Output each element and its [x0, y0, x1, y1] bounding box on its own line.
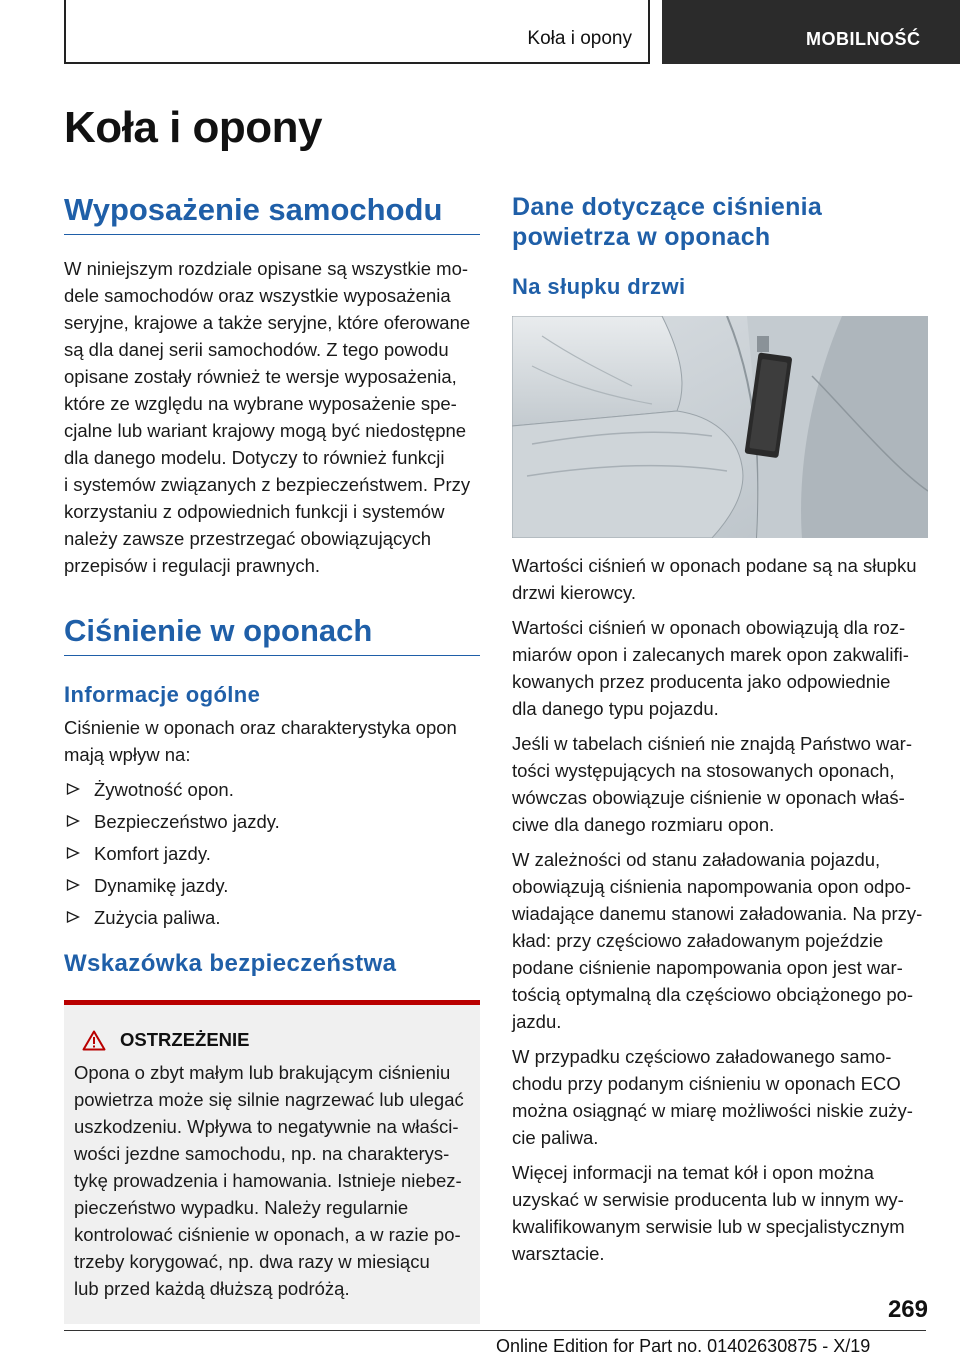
warning-header — [82, 1029, 470, 1051]
text-line: należy zawsze przestrzegać obowiązujących — [64, 528, 432, 549]
heading-tire-pressure: Ciśnienie w oponach — [64, 613, 480, 656]
list-item-label: Bezpieczeństwo jazdy. — [94, 811, 280, 832]
heading-general-info: Informacje ogólne — [64, 682, 261, 707]
list-item-label: Dynamikę jazdy. — [94, 875, 229, 896]
list-item — [64, 872, 480, 904]
text-line: miarów opon i zalecanych marek opon zakwalifi‐ — [512, 644, 909, 665]
text-line: Ciśnienie w oponach oraz charakterystyka opon — [64, 717, 457, 738]
header-divider-mid — [648, 0, 650, 64]
heading-safety-note: Wskazówka bezpieczeństwa — [64, 950, 397, 977]
text-line: wiadające danemu stanowi załadowania. Na przy‐ — [512, 903, 923, 924]
footer-divider — [64, 1330, 926, 1331]
heading-door-pillar: Na słupku drzwi — [512, 274, 686, 299]
text-line: W niniejszym rozdziale opisane są wszystkie mo‐ — [64, 258, 469, 279]
text-line: powietrza może się silnie nagrzewać lub ulegać — [74, 1089, 464, 1110]
general-paragraph — [64, 714, 480, 768]
list-item — [64, 840, 480, 872]
text-line: W zależności od stanu załadowania pojazdu, — [512, 849, 881, 870]
footer-edition: Online Edition for Part no. 01402630875 - X/19 — [496, 1336, 871, 1356]
list-item — [64, 808, 480, 840]
text-line: uszkodzeniu. Wpływa to negatywnie na właści‐ — [74, 1116, 459, 1137]
list-item-label: Komfort jazdy. — [94, 843, 211, 864]
equipment-paragraph — [64, 255, 480, 579]
door-pillar-photo — [512, 316, 928, 538]
text-line: kontrolować ciśnienie w oponach, a w razie po‐ — [74, 1224, 461, 1245]
page-title: Koła i opony — [64, 103, 322, 152]
text-line: i systemów związanych z bezpieczeństwem. Przy — [64, 474, 471, 495]
right-column — [512, 192, 928, 1267]
text-line: pieczeństwo wypadku. Należy regularnie — [74, 1197, 409, 1218]
heading-equipment: Wyposażenie samochodu — [64, 192, 480, 235]
text-line: kwalifikowanym serwisie lub w specjalistycznym — [512, 1216, 905, 1237]
heading-pressure-data — [512, 192, 928, 252]
text-line: chodu przy podanym ciśnieniu w oponach ECO — [512, 1073, 901, 1094]
text-line: cie paliwa. — [512, 1127, 599, 1148]
paragraph — [512, 730, 928, 838]
text-line: wości jezdne samochodu, np. na charakterys‐ — [74, 1143, 450, 1164]
paragraph — [512, 614, 928, 722]
text-line: Więcej informacji na temat kół i opon można — [512, 1162, 874, 1183]
text-line: jazdu. — [512, 1011, 562, 1032]
text-line: warsztacie. — [512, 1243, 605, 1264]
text-line: Opona o zbyt małym lub brakującym ciśnieniu — [74, 1062, 451, 1083]
triangle-right-outline-icon — [66, 783, 80, 795]
list-item-label: Zużycia paliwa. — [94, 907, 221, 928]
text-line: kład: przy częściowo załadowanym pojeździe — [512, 930, 884, 951]
text-line: podane ciśnienie napompowania opon jest war‐ — [512, 957, 903, 978]
text-line: dla danego typu pojazdu. — [512, 698, 719, 719]
text-line: lub przed każdą dłuższą podróżą. — [74, 1278, 350, 1299]
text-line: które ze względu na wybrane wyposażenie spe‐ — [64, 393, 457, 414]
text-line: Jeśli w tabelach ciśnień nie znajdą Państwo war‐ — [512, 733, 913, 754]
list-item — [64, 776, 480, 808]
triangle-right-outline-icon — [66, 815, 80, 827]
page-number: 269 — [887, 1296, 928, 1323]
text-line: obowiązują ciśnienia napompowania opon odpo‐ — [512, 876, 912, 897]
text-line: drzwi kierowcy. — [512, 582, 637, 603]
paragraph — [512, 846, 928, 1035]
paragraph — [512, 1159, 928, 1267]
text-line: mają wpływ na: — [64, 744, 191, 765]
triangle-right-outline-icon — [66, 847, 80, 859]
text-line: uzyskać w serwisie producenta lub w innym wy‐ — [512, 1189, 904, 1210]
triangle-right-outline-icon — [66, 879, 80, 891]
text-line: dele samochodów oraz wszystkie wyposażenia — [64, 285, 451, 306]
warning-box — [64, 1000, 480, 1324]
paragraph — [512, 1043, 928, 1151]
header-section-title: Koła i opony — [527, 28, 632, 49]
text-line: W przypadku częściowo załadowanego samo‐ — [512, 1046, 892, 1067]
paragraph — [512, 552, 928, 606]
text-line: dla danego modelu. Dotyczy to również funkcji — [64, 447, 445, 468]
text-line: przepisów i regulacji prawnych. — [64, 555, 321, 576]
text-line: opisane zostały również te wersje wyposażenia, — [64, 366, 457, 387]
header-chapter-label: MOBILNOŚĆ — [806, 29, 921, 49]
warning-triangle-icon — [82, 1030, 106, 1051]
text-line: można osiągnąć w miarę możliwości niskie zuży‐ — [512, 1100, 913, 1121]
list-item-label: Żywotność opon. — [94, 779, 234, 800]
text-line: Wartości ciśnień w oponach podane są na słupku — [512, 555, 917, 576]
text-line: Wartości ciśnień w oponach obowiązują dla roz‐ — [512, 617, 906, 638]
text-line: tykę prowadzenia i hamowania. Istnieje niebez‐ — [74, 1170, 462, 1191]
warning-title: OSTRZEŻENIE — [120, 1029, 250, 1050]
left-column — [64, 192, 480, 1324]
heading-line: powietrza w oponach — [512, 223, 771, 251]
text-line: seryjne, krajowe a także seryjne, które oferowane — [64, 312, 471, 333]
text-line: korzystaniu z odpowiednich funkcji i systemów — [64, 501, 445, 522]
triangle-right-outline-icon — [66, 911, 80, 923]
text-line: kowanych przez producenta jako odpowiednie — [512, 671, 891, 692]
heading-line: Dane dotyczące ciśnienia — [512, 193, 823, 221]
text-line: ciwe dla danego rozmiaru opon. — [512, 814, 775, 835]
text-line: są dla danej serii samochodów. Z tego powodu — [64, 339, 449, 360]
text-line: tością optymalną dla częściowo obciążonego po‐ — [512, 984, 914, 1005]
influence-list — [64, 776, 480, 936]
text-line: cjalne lub wariant krajowy mogą być niedostępne — [64, 420, 467, 441]
text-line: trzeby korygować, np. dwa razy w miesiącu — [74, 1251, 430, 1272]
text-line: tości występujących na stosowanych oponach, — [512, 760, 895, 781]
text-line: wówczas obowiązuje ciśnienie w oponach właś‐ — [512, 787, 905, 808]
list-item — [64, 904, 480, 936]
